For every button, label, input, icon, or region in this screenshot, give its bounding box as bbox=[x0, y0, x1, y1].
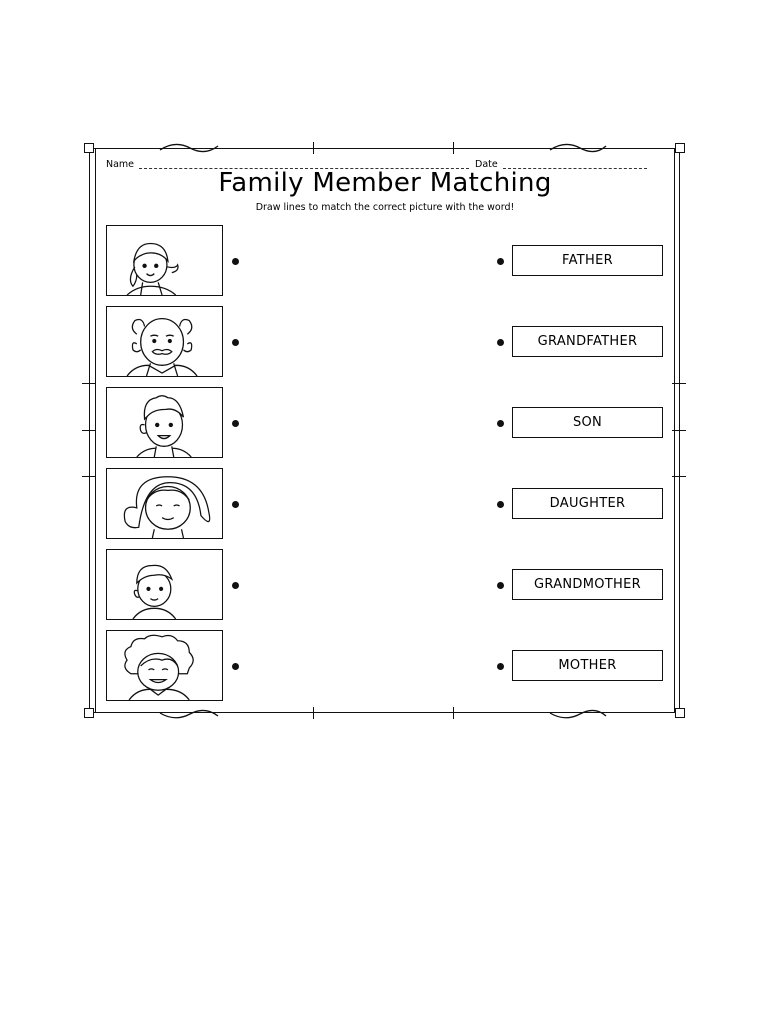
word-box-grandfather[interactable]: GRANDFATHER bbox=[512, 326, 663, 357]
tick-right-2 bbox=[672, 430, 686, 431]
grandmother-face-icon bbox=[107, 631, 222, 700]
word-box-mother[interactable]: MOTHER bbox=[512, 650, 663, 681]
instructions: Draw lines to match the correct picture with the word! bbox=[255, 202, 515, 213]
tick-right-1 bbox=[672, 383, 686, 384]
word-box-father[interactable]: FATHER bbox=[512, 245, 663, 276]
right-dot-4[interactable] bbox=[497, 501, 504, 508]
left-dot-5[interactable] bbox=[232, 582, 239, 589]
corner-square-top-right bbox=[675, 143, 685, 153]
woman-face-icon bbox=[107, 469, 222, 538]
tick-left-1 bbox=[82, 383, 96, 384]
date-label: Date bbox=[475, 159, 498, 170]
corner-square-top-left bbox=[84, 143, 94, 153]
tick-left-3 bbox=[82, 476, 96, 477]
right-dot-6[interactable] bbox=[497, 663, 504, 670]
right-dot-3[interactable] bbox=[497, 420, 504, 427]
girl-face-icon bbox=[107, 226, 222, 295]
tick-top-1 bbox=[313, 142, 314, 154]
right-dot-1[interactable] bbox=[497, 258, 504, 265]
corner-square-bottom-right bbox=[675, 708, 685, 718]
tick-top-2 bbox=[453, 142, 454, 154]
picture-girl[interactable] bbox=[106, 225, 223, 296]
picture-boy[interactable] bbox=[106, 387, 223, 458]
tick-left-2 bbox=[82, 430, 96, 431]
picture-woman[interactable] bbox=[106, 468, 223, 539]
tick-bottom-1 bbox=[313, 707, 314, 719]
picture-small-boy[interactable] bbox=[106, 549, 223, 620]
picture-grandfather[interactable] bbox=[106, 306, 223, 377]
right-dot-5[interactable] bbox=[497, 582, 504, 589]
word-box-grandmother[interactable]: GRANDMOTHER bbox=[512, 569, 663, 600]
left-dot-4[interactable] bbox=[232, 501, 239, 508]
right-dot-2[interactable] bbox=[497, 339, 504, 346]
boy-face-icon bbox=[107, 388, 222, 457]
tick-right-3 bbox=[672, 476, 686, 477]
small-boy-face-icon bbox=[107, 550, 222, 619]
word-box-son[interactable]: SON bbox=[512, 407, 663, 438]
word-box-daughter[interactable]: DAUGHTER bbox=[512, 488, 663, 519]
left-dot-6[interactable] bbox=[232, 663, 239, 670]
name-label: Name bbox=[106, 159, 135, 170]
picture-grandmother[interactable] bbox=[106, 630, 223, 701]
left-dot-1[interactable] bbox=[232, 258, 239, 265]
tick-bottom-2 bbox=[453, 707, 454, 719]
page-title: Family Member Matching bbox=[218, 168, 552, 198]
grandfather-face-icon bbox=[107, 307, 222, 376]
left-dot-3[interactable] bbox=[232, 420, 239, 427]
corner-square-bottom-left bbox=[84, 708, 94, 718]
left-dot-2[interactable] bbox=[232, 339, 239, 346]
